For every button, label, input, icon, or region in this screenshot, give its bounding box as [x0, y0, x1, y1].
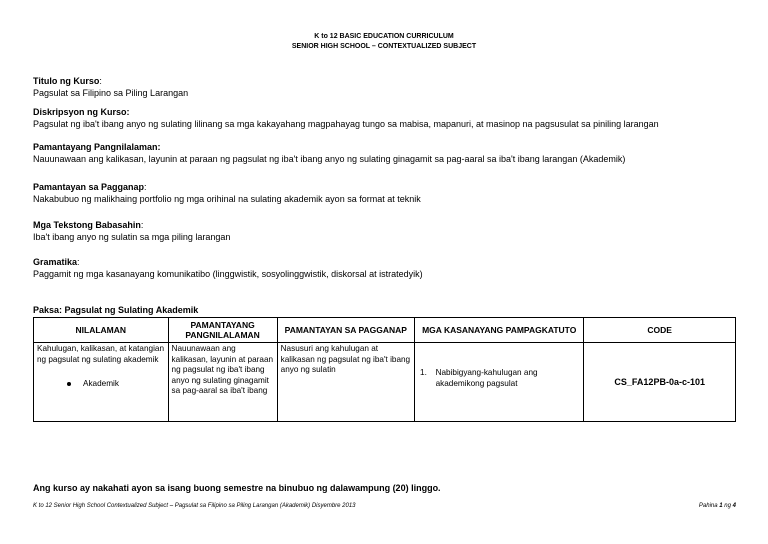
cell-pagganap: Nasusuri ang kahulugan at kalikasan ng pagsulat ng iba't ibang anyo ng sulatin — [277, 343, 414, 422]
closing-statement: Ang kurso ay nakahati ayon sa isang buong semestre na binubuo ng dalawampung (20) linggo. — [33, 483, 441, 493]
section-text: Iba't ibang anyo ng sulatin sa mga piling larangan — [33, 231, 231, 242]
cell-pangnilalaman: Nauunawaan ang kalikasan, layunin at paraan ng pagsulat ng iba't ibang anyo ng sulating ginagamit sa pag-aaral sa iba't ibang — [168, 343, 277, 422]
cell-nilalaman — [34, 343, 169, 422]
section-suffix: : — [77, 257, 80, 267]
cell-code: CS_FA12PB-0a-c-101 — [584, 343, 736, 422]
header-line-2: SENIOR HIGH SCHOOL – CONTEXTUALIZED SUBJECT — [291, 43, 477, 50]
section-label: Diskripsyon ng Kurso: — [33, 107, 130, 117]
section-tekstong-babasahin — [33, 220, 230, 243]
kasanayan-text: Nabibigyang-kahulugan ang akademikong pagsulat — [435, 368, 538, 388]
section-text: Paggamit ng mga kasanayang komunikatibo (linggwistik, sosyolinggwistik, diskorsal at istratedyik) — [33, 268, 423, 279]
footer-left: K to 12 Senior High School Contextualized Subject – Pagsulat sa Filipino sa Piling Larangan (Akademik) Disyembre 2013 — [33, 503, 356, 509]
cell-kasanayan — [415, 343, 584, 422]
section-suffix: : — [144, 182, 147, 192]
table-header-row — [34, 318, 736, 343]
nilalaman-text: Kahulugan, kalikasan, at katangian ng pagsulat ng sulating akademik — [37, 344, 164, 364]
section-label: Titulo ng Kurso — [33, 76, 100, 86]
header-pamantayang-pangnilalaman: PAMANTAYANG PANGNILALAMAN — [168, 318, 277, 343]
header-nilalaman: NILALAMAN — [34, 318, 169, 343]
nilalaman-bullet — [67, 379, 165, 390]
section-pamantayan-sa-pagganap — [33, 182, 421, 205]
kasanayan-item — [418, 368, 580, 389]
header-kasanayan: MGA KASANAYANG PAMPAGKATUTO — [415, 318, 584, 343]
curriculum-table — [33, 317, 736, 422]
section-suffix: : — [99, 76, 102, 86]
section-label: Gramatika — [33, 257, 78, 267]
kasanayan-number: 1. — [420, 368, 427, 377]
document-header — [0, 32, 768, 52]
section-label: Pamantayang Pangnilalaman: — [33, 142, 161, 152]
page-footer — [33, 503, 736, 509]
section-label: Pamantayan sa Pagganap — [33, 182, 145, 192]
section-diskripsyon — [33, 107, 659, 130]
page-mid: ng — [724, 503, 731, 509]
section-text: Nauunawaan ang kalikasan, layunin at paraan ng pagsulat ng iba't ibang anyo ng sulating ginagamit sa pag-aaral sa iba't ibang larangan (Akademik) — [33, 153, 626, 164]
header-pamantayan-sa-pagganap: PAMANTAYAN SA PAGGANAP — [277, 318, 414, 343]
bullet-icon — [67, 382, 71, 386]
section-label: Mga Tekstong Babasahin — [33, 220, 141, 230]
footer-page — [699, 503, 736, 509]
section-gramatika — [33, 257, 423, 280]
table-row — [34, 343, 736, 422]
section-titulo — [33, 76, 188, 99]
section-text: Nakabubuo ng malikhaing portfolio ng mga orihinal na sulating akademik ayon sa format at teknik — [33, 193, 421, 204]
page-prefix: Pahina — [698, 503, 718, 509]
section-text: Pagsulat sa Filipino sa Piling Larangan — [33, 87, 189, 98]
section-pamantayang-pangnilalaman — [33, 142, 625, 165]
page-total: 4 — [732, 503, 736, 509]
page-number: 1 — [719, 503, 723, 509]
section-suffix: : — [140, 220, 144, 230]
header-code: CODE — [584, 318, 736, 343]
bullet-text: Akademik — [83, 379, 119, 388]
header-line-1: K to 12 BASIC EDUCATION CURRICULUM — [314, 33, 454, 40]
paksa-heading: Paksa: Pagsulat ng Sulating Akademik — [33, 305, 199, 315]
section-text: Pagsulat ng iba't ibang anyo ng sulating lilinang sa mga kakayahang magpahayag tungo sa mabisa, mapanuri, at masinop na pagsusulat sa piniling larangan — [33, 118, 659, 129]
